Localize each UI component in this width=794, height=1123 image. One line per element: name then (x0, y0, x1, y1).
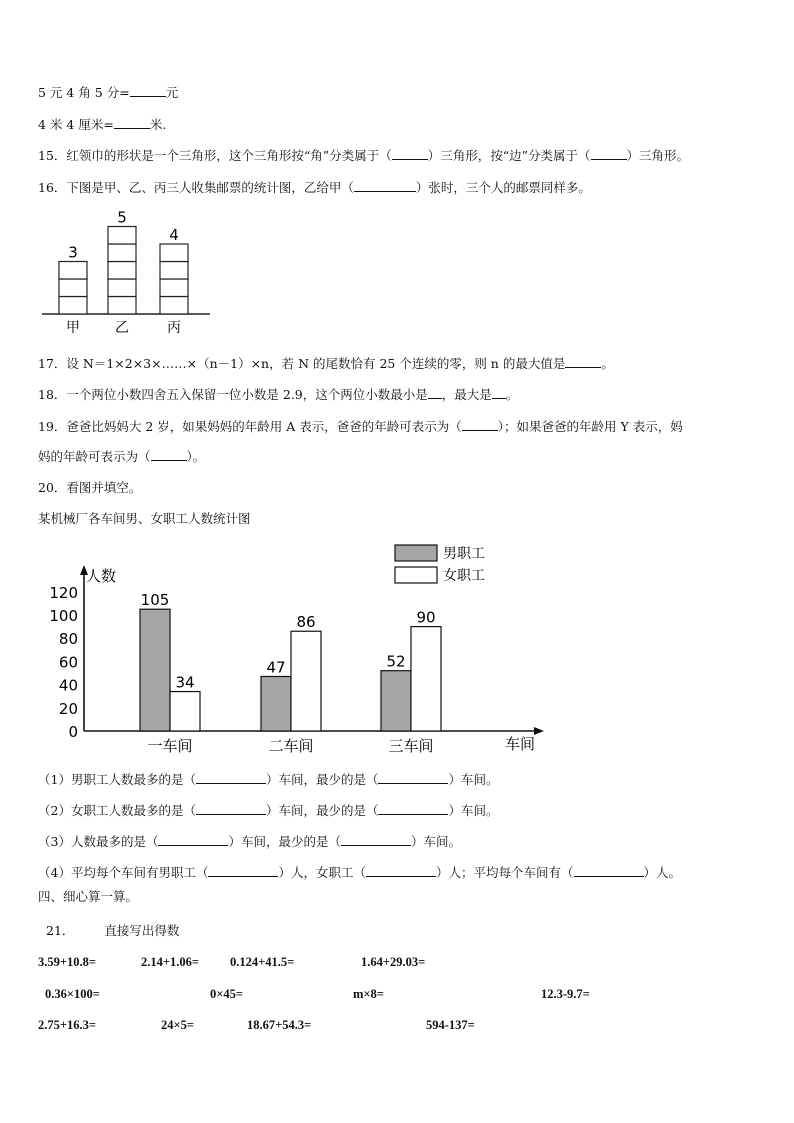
calc-item: 3.59+10.8= (38, 955, 96, 969)
answer-blank[interactable] (428, 386, 442, 399)
x-axis-label: 车间 (504, 735, 536, 753)
y-tick-label: 20 (58, 699, 78, 718)
x-axis-arrow (534, 727, 544, 735)
answer-blank[interactable] (354, 179, 416, 192)
question-18: 18．一个两位小数四舍五入保留一位小数是 2.9，这个两位小数最小是 ，最大是 。 (38, 387, 519, 402)
answer-blank[interactable] (130, 84, 166, 97)
answer-blank[interactable] (341, 833, 411, 846)
answer-blank[interactable] (158, 833, 228, 846)
question-20-2: （2）女职工人数最多的是（ ）车间，最少的是（ ）车间。 (38, 803, 499, 818)
answer-blank[interactable] (574, 864, 644, 877)
question-19-cont: 妈的年龄可表示为（ ）。 (38, 449, 206, 464)
question-17: 17．设 N＝1×2×3×……×（n－1）×n，若 N 的尾数恰有 25 个连续的零，则 n 的最大值是 。 (38, 356, 614, 371)
stamp-unit-box (108, 262, 136, 280)
bar-value-label: 86 (296, 613, 316, 632)
q-meter-conversion: 4 米 4 厘米= 米. (38, 117, 167, 132)
stamp-unit-box (108, 244, 136, 262)
bar-value-label: 34 (175, 673, 195, 692)
question-20-4: （4）平均每个车间有男职工（ ）人，女职工（ ）人；平均每个车间有（ ）人。 (38, 865, 682, 880)
question-16: 16．下图是甲、乙、丙三人收集邮票的统计图，乙给甲（ ）张时，三个人的邮票同样多。 (38, 180, 591, 195)
calc-item: 594-137= (426, 1018, 475, 1032)
y-tick-label: 120 (49, 583, 78, 602)
stamp-value-label: 4 (169, 226, 179, 244)
x-category-label: 一车间 (147, 737, 193, 755)
y-tick-label: 60 (58, 653, 78, 672)
question-21: 21． 直接写出得数 (46, 923, 180, 938)
y-tick-label: 100 (49, 607, 78, 625)
bar-male (140, 609, 170, 731)
x-category-label: 二车间 (268, 737, 314, 755)
stamp-unit-box (160, 262, 188, 280)
stamp-unit-box (59, 262, 87, 280)
calc-item: 12.3-9.7= (541, 987, 590, 1001)
worker-chart (38, 535, 558, 760)
y-tick-label: 80 (58, 630, 78, 649)
answer-blank[interactable] (565, 355, 601, 368)
stamp-unit-box (108, 227, 136, 245)
bar-female (170, 692, 200, 731)
stamp-unit-box (160, 244, 188, 262)
answer-blank[interactable] (366, 864, 436, 877)
answer-blank[interactable] (378, 802, 448, 815)
calc-item: 2.14+1.06= (141, 955, 199, 969)
stamp-unit-box (160, 279, 188, 297)
stamp-unit-box (59, 297, 87, 315)
answer-blank[interactable] (196, 802, 266, 815)
answer-blank[interactable] (392, 147, 428, 160)
bar-value-label: 90 (416, 608, 436, 627)
x-category-label: 三车间 (388, 737, 434, 755)
bar-female (291, 631, 321, 731)
stamp-category-label: 甲 (66, 320, 80, 336)
stamp-category-label: 丙 (167, 320, 181, 336)
answer-blank[interactable] (208, 864, 278, 877)
y-tick-label: 40 (58, 676, 78, 695)
question-19: 19．爸爸比妈妈大 2 岁，如果妈妈的年龄用 A 表示，爸爸的年龄可表示为（ ）；如果爸爸的年龄用 Y 表示，妈 (38, 419, 683, 434)
bar-value-label: 52 (386, 652, 406, 671)
y-axis-label: 人数 (86, 567, 117, 585)
answer-blank[interactable] (462, 418, 498, 431)
bar-male (381, 671, 411, 731)
answer-blank[interactable] (591, 147, 627, 160)
legend-label: 女职工 (443, 568, 485, 584)
answer-blank[interactable] (196, 771, 266, 784)
calc-item: 0×45= (210, 987, 243, 1001)
stamp-unit-box (108, 279, 136, 297)
answer-blank[interactable] (151, 448, 187, 461)
calc-item: 2.75+16.3= (38, 1018, 96, 1032)
y-tick-label: 0 (68, 723, 78, 741)
calc-item: 18.67+54.3= (247, 1018, 312, 1032)
bar-value-label: 47 (266, 658, 286, 677)
stamp-value-label: 5 (117, 208, 127, 227)
question-20-1: （1）男职工人数最多的是（ ）车间，最少的是（ ）车间。 (38, 772, 499, 787)
calc-item: 24×5= (161, 1018, 194, 1032)
calc-item: 1.64+29.03= (361, 955, 426, 969)
section-4-heading: 四、细心算一算。 (38, 889, 139, 904)
question-20: 20．看图并填空。 (38, 480, 142, 495)
answer-blank[interactable] (378, 771, 448, 784)
stamp-chart (38, 205, 218, 340)
stamp-category-label: 乙 (115, 320, 129, 336)
calc-item: 0.124+41.5= (230, 955, 295, 969)
calc-item: m×8= (353, 987, 384, 1001)
legend-swatch (395, 545, 437, 561)
chart-title: 某机械厂各车间男、女职工人数统计图 (38, 511, 251, 526)
stamp-unit-box (59, 279, 87, 297)
bar-female (411, 627, 441, 731)
legend-label: 男职工 (443, 546, 485, 562)
answer-blank[interactable] (114, 116, 150, 129)
calc-item: 0.36×100= (45, 987, 100, 1001)
answer-blank[interactable] (492, 386, 506, 399)
legend-swatch (395, 567, 437, 583)
question-20-3: （3）人数最多的是（ ）车间，最少的是（ ）车间。 (38, 834, 461, 849)
q-yuan-conversion: 5 元 4 角 5 分= 元 (38, 85, 179, 100)
stamp-value-label: 3 (68, 243, 78, 262)
bar-male (261, 676, 291, 731)
stamp-unit-box (108, 297, 136, 315)
stamp-unit-box (160, 297, 188, 315)
question-15: 15．红领巾的形状是一个三角形，这个三角形按“角”分类属于（ ）三角形，按“边”分类属于（ ）三角形。 (38, 148, 690, 163)
bar-value-label: 105 (140, 591, 170, 610)
